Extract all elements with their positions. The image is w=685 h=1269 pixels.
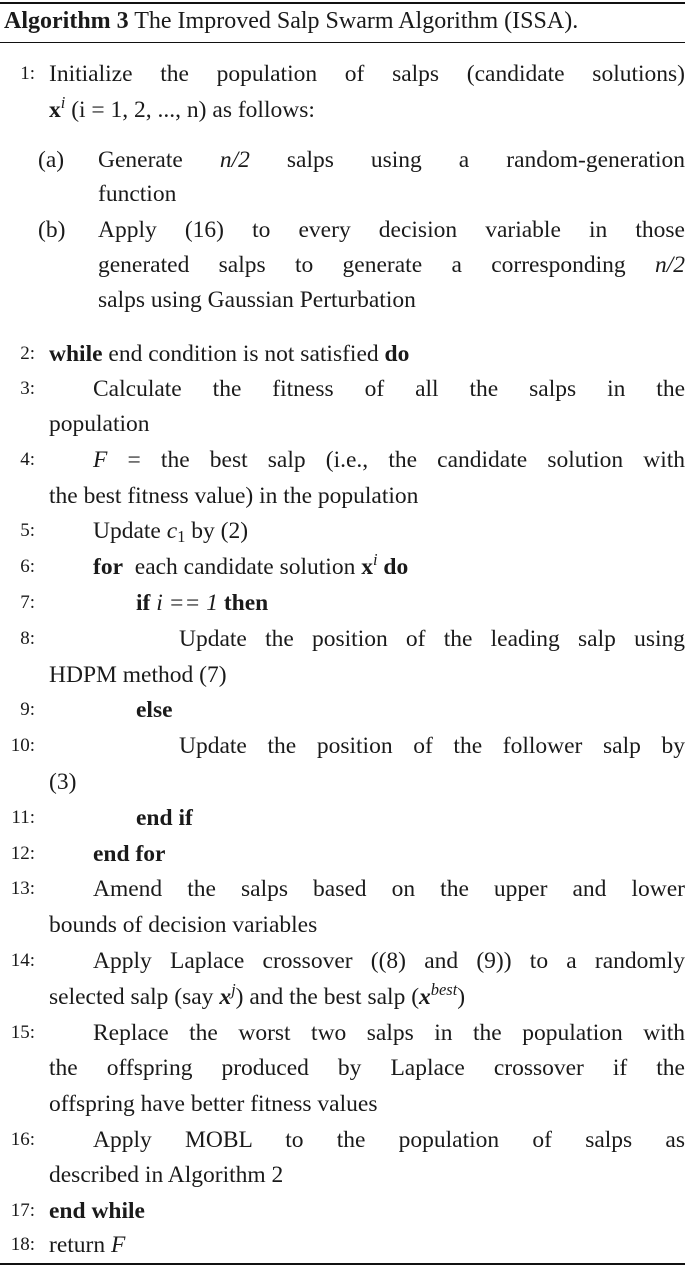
line-text: return F <box>49 1232 126 1258</box>
line-text: else <box>136 697 173 723</box>
line-text: Update $c_1$ by (2) <box>93 518 249 547</box>
line-number: 15: <box>10 1022 35 1043</box>
line-text: Initialize the population of salps (candidate solutions) <box>49 61 685 87</box>
line-text: Update the position of the leading salp using <box>179 626 685 652</box>
line-number: 5: <box>20 520 35 541</box>
line-text: bounds of decision variables <box>49 912 318 938</box>
line-text: HDPM method (7) <box>49 662 227 688</box>
bottom-rule <box>0 1263 685 1265</box>
line-text: Apply Laplace crossover ((8) and (9)) to a randomly <box>93 948 685 974</box>
line-text: end if <box>136 805 193 831</box>
line-number: 4: <box>20 449 35 470</box>
line-number: 14: <box>10 950 35 971</box>
algorithm-caption <box>4 4 685 38</box>
line-text: end for <box>93 841 166 867</box>
line-text: F = the best salp (i.e., the candidate solution with <box>93 447 685 473</box>
line-number: 9: <box>20 699 35 720</box>
line-text: end while <box>49 1198 145 1224</box>
line-number: 16: <box>10 1129 35 1150</box>
substep-label: (a) <box>38 147 65 173</box>
line-text: for each candidate solution $x^i$ do <box>93 549 409 580</box>
substep-text: generated salps to generate a corresponding n/2 <box>98 252 685 278</box>
line-text: Amend the salps based on the upper and lower <box>93 876 685 902</box>
substep-text: salps using Gaussian Perturbation <box>98 287 416 313</box>
line-text: selected salp (say $x^j$) and the best salp $(x^{best})$ <box>49 979 466 1010</box>
line-text: Update the position of the follower salp by <box>179 733 685 759</box>
line-number: 10: <box>10 735 35 756</box>
substep-text: Apply (16) to every decision variable in those <box>98 217 685 243</box>
line-text: (3) <box>49 769 77 795</box>
line-number: 2: <box>20 343 35 364</box>
line-number: 18: <box>10 1234 35 1255</box>
line-number: 8: <box>20 628 35 649</box>
line-number: 1: <box>20 63 35 84</box>
line-number: 3: <box>20 378 35 399</box>
line-number: 13: <box>10 878 35 899</box>
line-text: population <box>49 411 150 437</box>
line-text: while end condition is not satisfied do <box>49 341 410 367</box>
substep-label: (b) <box>38 217 66 243</box>
caption-rule <box>0 42 685 43</box>
line-number: 11: <box>11 807 35 828</box>
line-number: 12: <box>10 843 35 864</box>
line-text: described in Algorithm 2 <box>49 1162 284 1188</box>
line-text: $x^i$ (i = 1, 2, ..., n) as follows: <box>49 92 315 123</box>
line-text: Calculate the fitness of all the salps in the <box>93 376 685 402</box>
line-number: 17: <box>10 1200 35 1221</box>
line-number: 6: <box>20 556 35 577</box>
line-text: the best fitness value) in the population <box>49 483 419 509</box>
line-text: Apply MOBL to the population of salps as <box>93 1127 685 1153</box>
line-number: 7: <box>20 592 35 613</box>
substep-text: Generate n/2 salps using a random-generation <box>98 147 685 173</box>
caption-label: Algorithm 3 <box>4 8 129 34</box>
index-text: (i = 1, 2, ..., n) as follows: <box>71 97 315 123</box>
line-text: if i == 1 then <box>136 590 269 616</box>
line-text: the offspring produced by Laplace crossover if the <box>49 1055 685 1081</box>
substep-text: function <box>98 181 177 207</box>
line-text: Replace the worst two salps in the population with <box>93 1020 685 1046</box>
line-text: offspring have better fitness values <box>49 1091 378 1117</box>
caption-title: The Improved Salp Swarm Algorithm (ISSA). <box>134 8 579 34</box>
